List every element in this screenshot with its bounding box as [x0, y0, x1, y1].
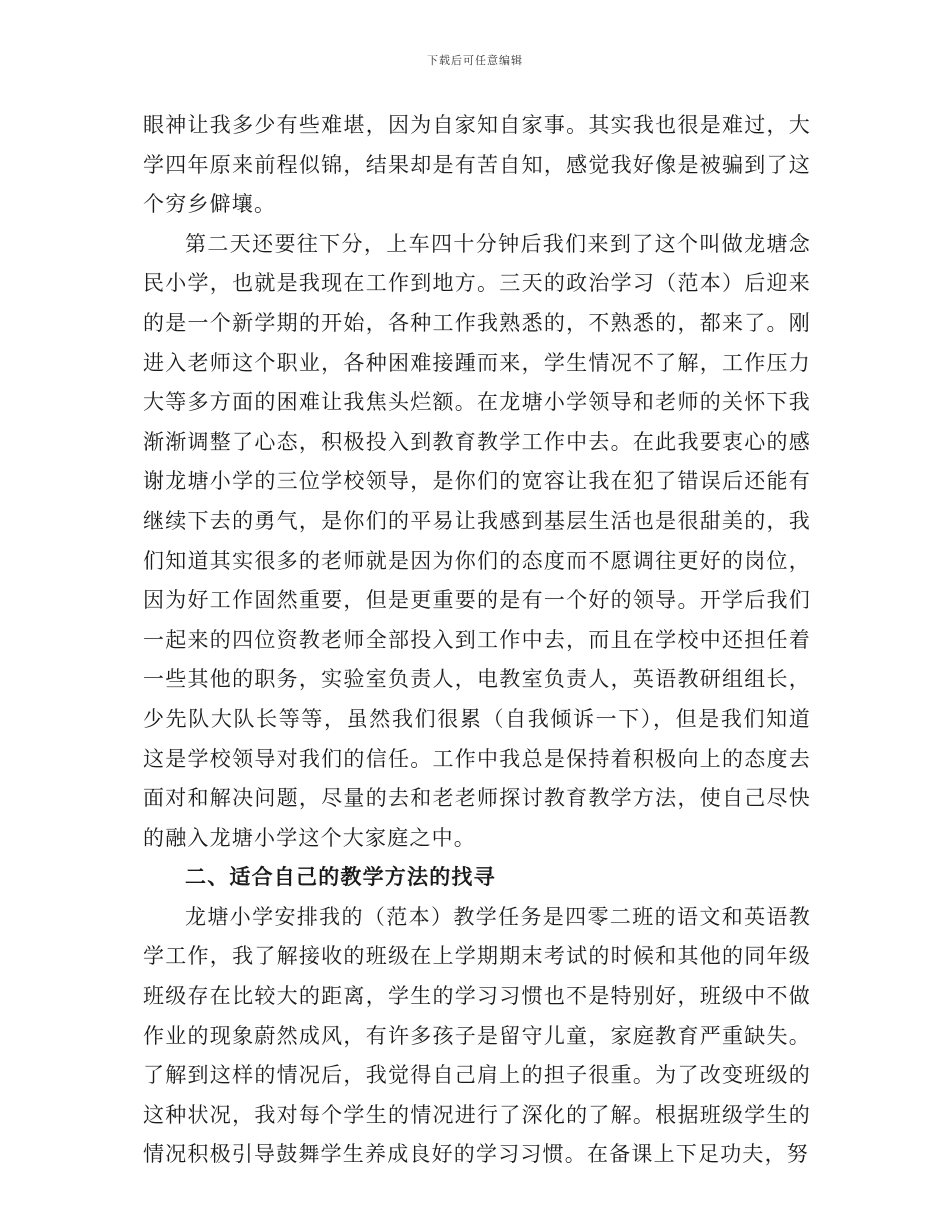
page-header: 下载后可任意编辑	[427, 54, 523, 67]
document-body	[143, 106, 811, 1175]
paragraph-continuation: 眼神让我多少有些难堪，因为自家知自家事。其实我也很是难过，大学四年原来前程似锦，结果却是有苦自知，感觉我好像是被骗到了这个穷乡僻壤。	[143, 113, 811, 217]
paragraph-arrival: 第二天还要往下分，上车四十分钟后我们来到了这个叫做龙塘念民小学，也就是我现在工作到地方。三天的政治学习（范本）后迎来的是一个新学期的开始，各种工作我熟悉的，不熟悉的，都来了。刚进入老师这个职业，各种困难接踵而来，学生情况不了解，工作压力大等多方面的困难让我焦头烂额。在龙塘小学领导和老师的关怀下我渐渐调整了心态，积极投入到教育教学工作中去。在此我要衷心的感谢龙塘小学的三位学校领导，是你们的宽容让我在犯了错误后还能有继续下去的勇气，是你们的平易让我感到基层生活也是很甜美的，我们知道其实很多的老师就是因为你们的态度而不愿调往更好的岗位，因为好工作固然重要，但是更重要的是有一个好的领导。开学后我们一起来的四位资教老师全部投入到工作中去，而且在学校中还担任着一些其他的职务，实验室负责人，电教室负责人，英语教研组组长，少先队大队长等等，虽然我们很累（自我倾诉一下），但是我们知道这是学校领导对我们的信任。工作中我总是保持着积极向上的态度去面对和解决问题，尽量的去和老老师探讨教育教学方法，使自己尽快的融入龙塘小学这个大家庭之中。	[143, 231, 811, 850]
paragraph-teaching: 龙塘小学安排我的（范本）教学任务是四零二班的语文和英语教学工作，我了解接收的班级在上学期期末考试的时候和其他的同年级班级存在比较大的距离，学生的学习习惯也不是特别好，班级中不做作业的现象蔚然成风，有许多孩子是留守儿童，家庭教育严重缺失。了解到这样的情况后，我觉得自己肩上的担子很重。为了改变班级的这种状况，我对每个学生的情况进行了深化的了解。根据班级学生的情况积极引导鼓舞学生养成良好的学习习惯。在备课上下足功夫，努	[143, 904, 811, 1167]
section-heading: 二、适合自己的教学方法的找寻	[185, 865, 496, 890]
